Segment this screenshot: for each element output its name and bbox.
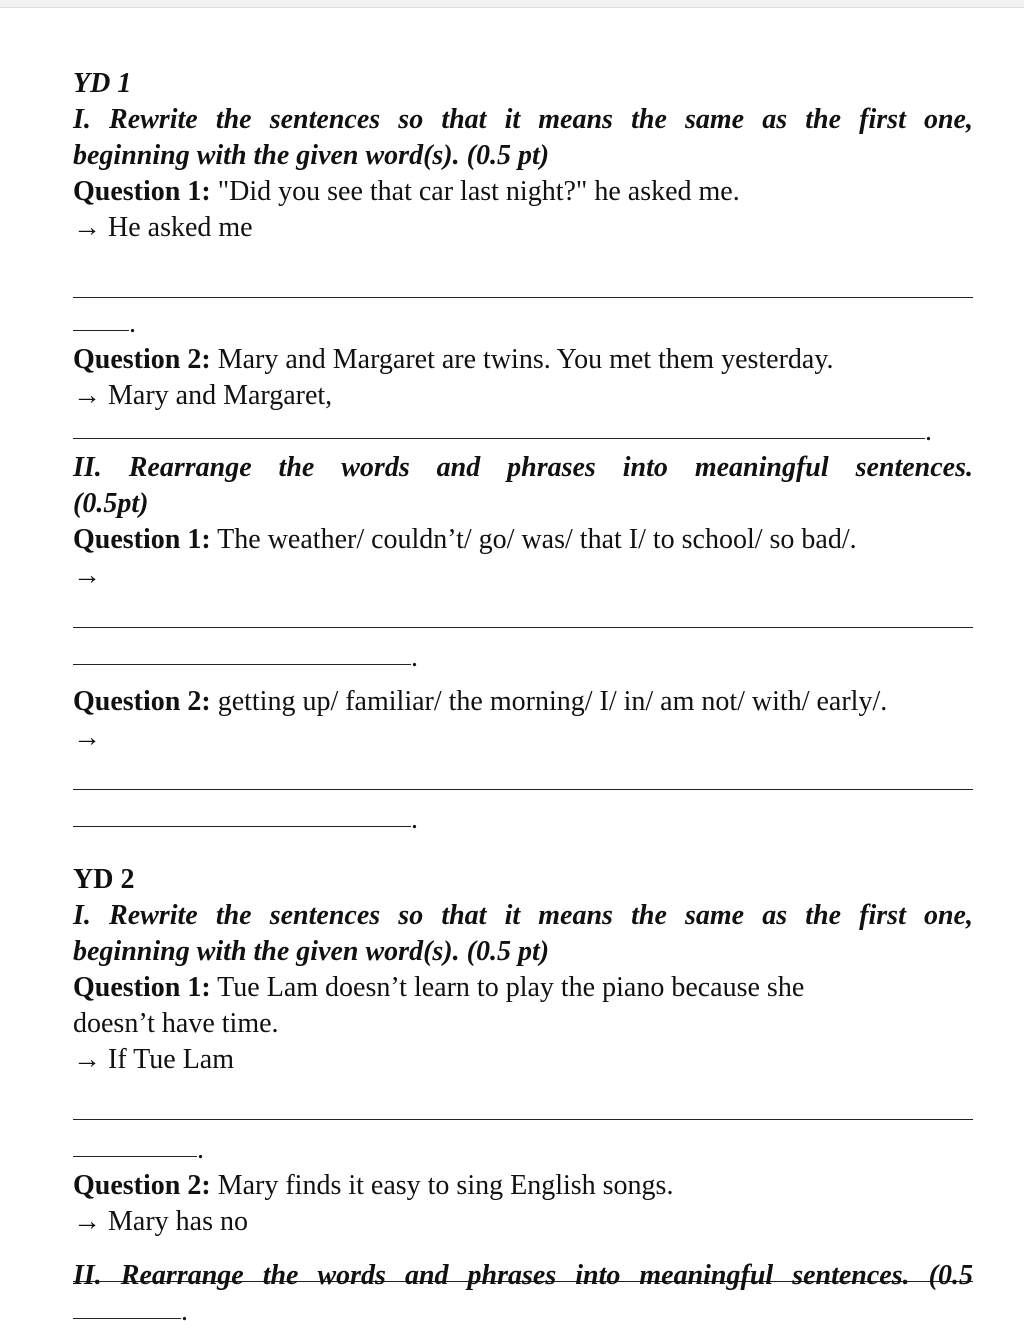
yd1-part1-question-2-prompt: → Mary and Margaret, <box>73 380 333 411</box>
yd1-part2-heading-line2: (0.5pt) <box>73 488 149 519</box>
yd1-part2-q1-answer-line-end[interactable]: . <box>73 640 973 676</box>
yd2-part1-heading: I. Rewrite the sentences so that it means the same as the first one, <box>73 900 973 931</box>
yd2-title: YD 2 <box>73 864 135 895</box>
yd2-part1-heading-line2: beginning with the given word(s). (0.5 pt) <box>73 936 550 967</box>
yd1-part1-question-1: Question 1: "Did you see that car last night?" he asked me. <box>73 176 740 207</box>
yd1-part2-q1-answer-line[interactable] <box>73 594 973 640</box>
yd2-part1-question-1: Question 1: Tue Lam doesn’t learn to play the piano because she <box>73 972 805 1003</box>
yd1-part1-heading-line2: beginning with the given word(s). (0.5 pt) <box>73 140 550 171</box>
yd2-part1-q2-answer-line-end[interactable]: . <box>73 1294 973 1330</box>
yd1-part2-question-2-prompt: → <box>73 722 101 753</box>
yd2-part1-q1-answer-line-end[interactable]: . <box>73 1132 973 1168</box>
yd1-part2-question-1-prompt: → <box>73 560 101 591</box>
yd1-part1-question-1-prompt: → He asked me <box>73 212 253 243</box>
yd2-part1-question-2-prompt: → Mary has no <box>73 1206 248 1237</box>
yd2-part1-question-2: Question 2: Mary finds it easy to sing English songs. <box>73 1170 674 1201</box>
yd1-part2-q2-answer-line-end[interactable]: . <box>73 802 973 838</box>
yd1-title: YD 1 <box>73 68 132 99</box>
yd1-part1-q2-answer-line[interactable]: . <box>73 414 973 450</box>
yd1-part1-q1-answer-line-end[interactable]: . <box>73 306 973 342</box>
viewer-top-bar <box>0 0 1024 8</box>
yd1-part2-q2-answer-line[interactable] <box>73 756 973 802</box>
yd1-part2-question-2: Question 2: getting up/ familiar/ the morning/ I/ in/ am not/ with/ early/. <box>73 686 888 717</box>
yd1-part2-heading: II. Rearrange the words and phrases into meaningful sentences. <box>73 452 973 483</box>
yd2-part2-heading-cut: II. Rearrange the words and phrases into meaningful sentences. (0.5 <box>73 1260 973 1291</box>
yd2-part1-question-1-cont: doesn’t have time. <box>73 1008 279 1039</box>
yd2-part1-question-1-prompt: → If Tue Lam <box>73 1044 234 1075</box>
yd1-part1-question-2: Question 2: Mary and Margaret are twins. You met them yesterday. <box>73 344 834 375</box>
yd1-part1-q1-answer-line[interactable] <box>73 246 973 306</box>
yd2-part1-q1-answer-line[interactable] <box>73 1078 973 1132</box>
yd1-part2-question-1: Question 1: The weather/ couldn’t/ go/ was/ that I/ to school/ so bad/. <box>73 524 857 555</box>
yd1-part1-heading: I. Rewrite the sentences so that it means the same as the first one, <box>73 104 973 135</box>
worksheet-page <box>73 66 973 1330</box>
